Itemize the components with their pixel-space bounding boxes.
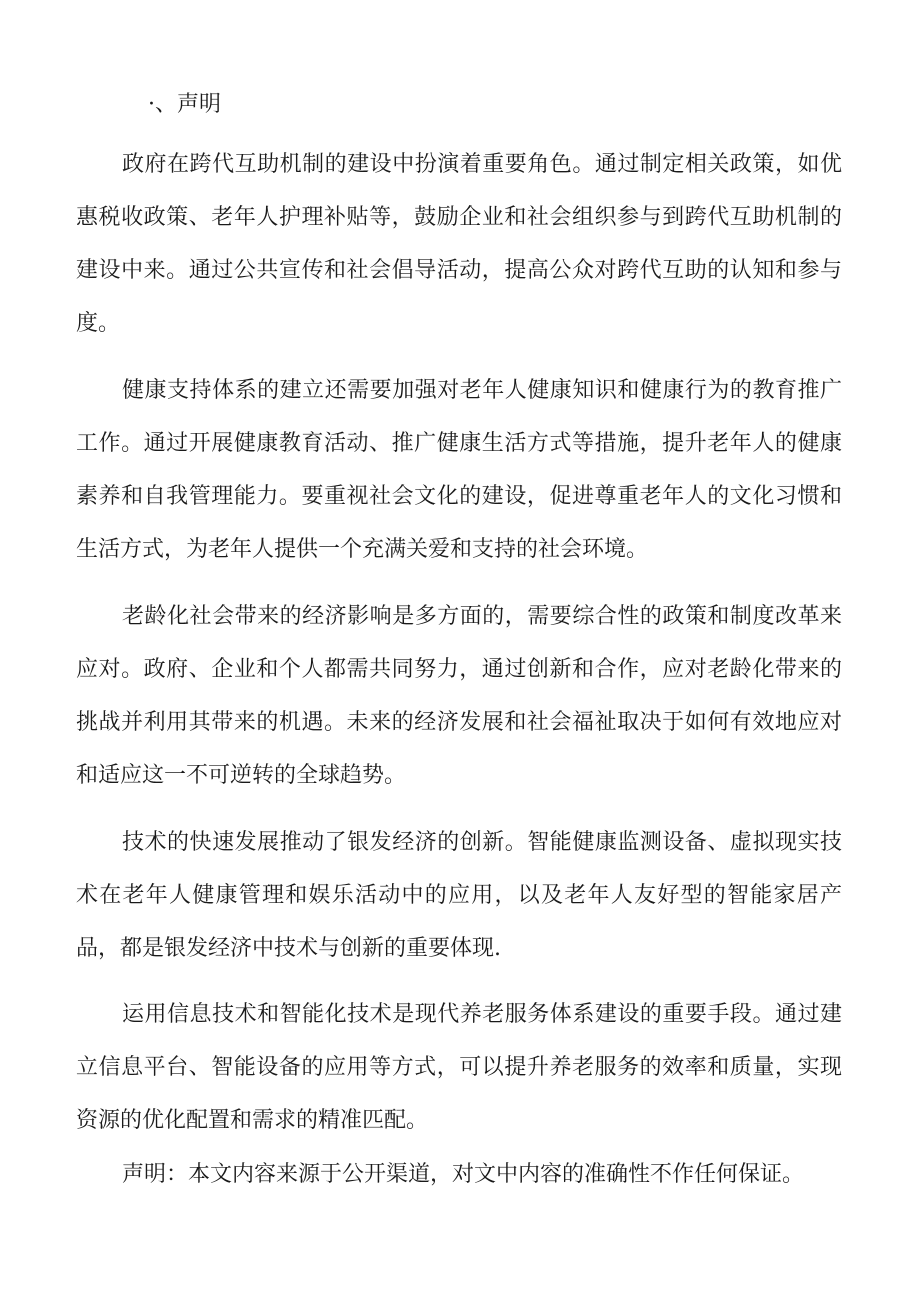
section-heading: ·、声明 [148, 92, 221, 117]
paragraph-technology-innovation: 技术的快速发展推动了银发经济的创新。智能健康监测设备、虚拟现实技术在老年人健康管理和娱乐活动中的应用，以及老年人友好型的智能家居产品，都是银发经济中技术与创新的重要体现. [76, 830, 842, 961]
paragraph-government-role: 政府在跨代互助机制的建设中扮演着重要角色。通过制定相关政策，如优惠税收政策、老年人护理补贴等，鼓励企业和社会组织参与到跨代互助机制的建设中来。通过公共宣传和社会倡导活动，提高公众对跨代互助的认知和参与度。 [76, 152, 842, 336]
paragraph-health-support: 健康支持体系的建立还需要加强对老年人健康知识和健康行为的教育推广工作。通过开展健康教育活动、推广健康生活方式等措施，提升老年人的健康素养和自我管理能力。要重视社会文化的建设，促进尊重老年人的文化习惯和生活方式，为老年人提供一个充满关爱和支持的社会环境。 [76, 378, 842, 562]
paragraph-economic-impact: 老龄化社会带来的经济影响是多方面的，需要综合性的政策和制度改革来应对。政府、企业和个人都需共同努力，通过创新和合作，应对老龄化带来的挑战并利用其带来的机遇。未来的经济发展和社会福祉取决于如何有效地应对和适应这一不可逆转的全球趋势。 [76, 604, 842, 788]
paragraph-disclaimer: 声明：本文内容来源于公开渠道，对文中内容的准确性不作任何保证。 [122, 1162, 805, 1187]
paragraph-information-technology: 运用信息技术和智能化技术是现代养老服务体系建设的重要手段。通过建立信息平台、智能设备的应用等方式，可以提升养老服务的效率和质量，实现资源的优化配置和需求的精准匹配。 [76, 1002, 842, 1133]
